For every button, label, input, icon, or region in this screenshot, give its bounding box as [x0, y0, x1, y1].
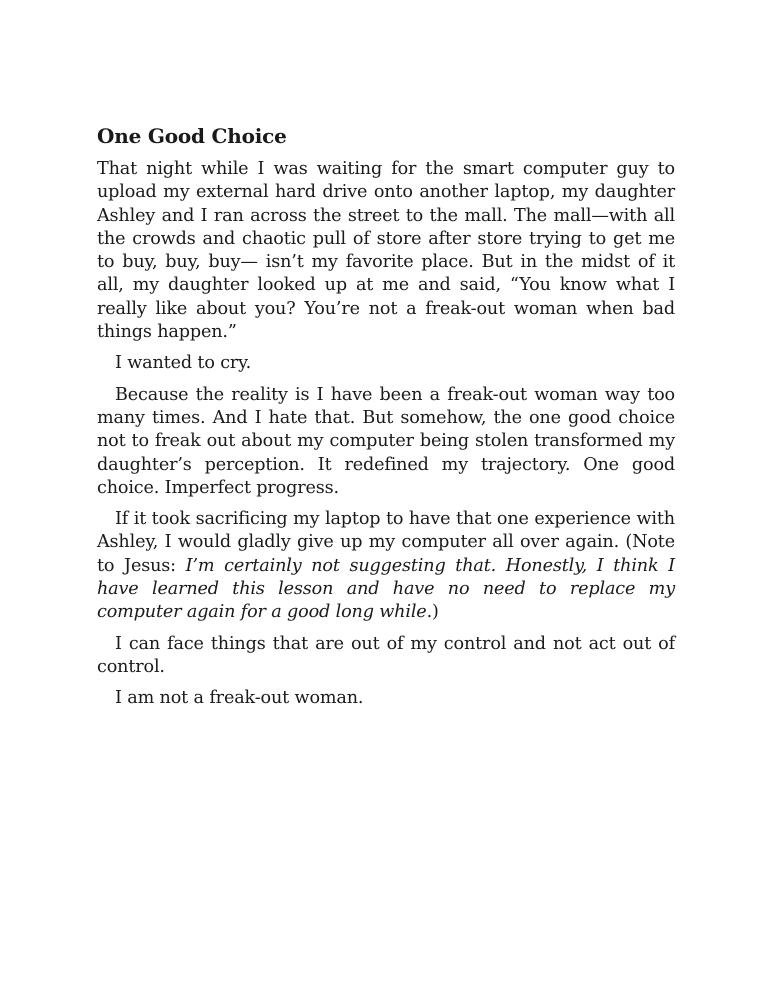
paragraph-2: I wanted to cry.	[115, 353, 252, 374]
paragraph-5: I can face things that are out of my control and not act out of control.	[97, 633, 675, 677]
paragraph-4-text-start: If it took sacrificing my laptop to have that one experience with Ashley, I would gladly give up my computer all over again. (Note to Jesus:	[97, 509, 675, 576]
paragraph-4	[97, 508, 675, 624]
paragraph-3: Because the reality is I have been a freak-out woman way too many times. And I hate that. But somehow, the one good choice not to freak out about my computer being stolen transformed my daughter’s perception. It redefined my trajectory. One good choice. Imperfect progress.	[97, 384, 675, 498]
paragraph-4-text-end: .)	[426, 602, 439, 623]
section-heading: One Good Choice	[97, 124, 287, 148]
paragraph-1: That night while I was waiting for the smart computer guy to upload my external hard drive onto another laptop, my daughter Ashley and I ran across the street to the mall. The mall—with all the crowds and chaotic pull of store after store trying to get me to buy, buy, buy— isn’t my favorite place. But in the midst of it all, my daughter looked up at me and said, “You know what I really like about you? You’re not a freak-out woman when bad things happen.”	[97, 159, 675, 343]
paragraph-6: I am not a freak-out woman.	[115, 688, 364, 709]
page-body	[97, 122, 675, 719]
paragraph-4-italic-text: I’m certainly not suggesting that. Honestly, I think I have learned this lesson and have no need to replace my computer again for a good long while	[97, 555, 675, 623]
